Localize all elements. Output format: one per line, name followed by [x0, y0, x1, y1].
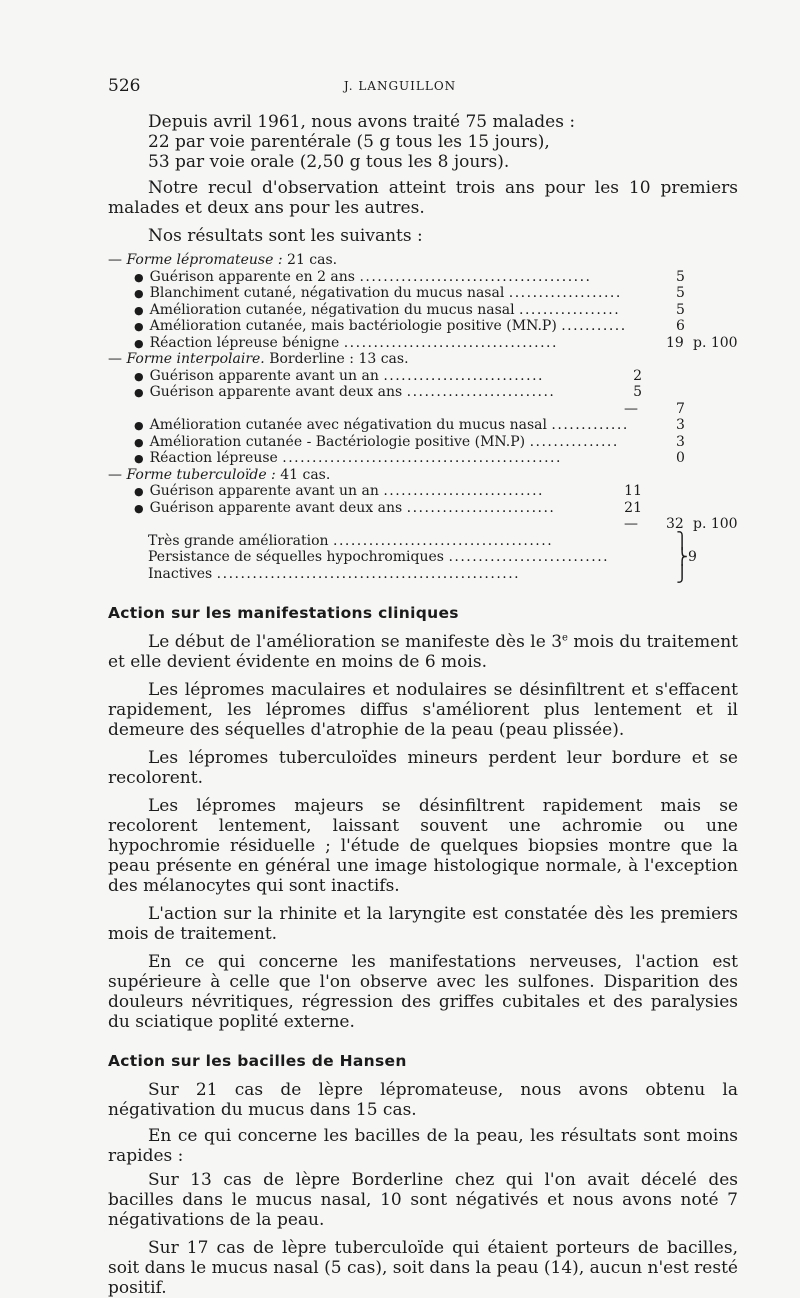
list-item: ● Amélioration cutanée, mais bactériologie positive (MN.P) ........... 6	[134, 318, 685, 334]
paragraph-text: Le début de l'amélioration se manifeste dès le 3	[148, 632, 563, 652]
subtotal-row	[108, 516, 738, 533]
item-text: Guérison apparente avant un an	[149, 483, 379, 499]
superscript: e	[562, 632, 568, 644]
paragraph: Sur 21 cas de lèpre lépromateuse, nous avons obtenu la négativation du mucus dans 15 cas.	[108, 1080, 738, 1120]
section-heading: Action sur les bacilles de Hansen	[108, 1052, 407, 1070]
item-value: 3	[676, 417, 685, 433]
results-intro: Nos résultats sont les suivants :	[148, 226, 423, 246]
item-value: 21	[624, 499, 642, 516]
category-count: 21 cas.	[287, 252, 338, 268]
paragraph: Sur 17 cas de lèpre tuberculoïde qui étaient porteurs de bacilles, soit dans le mucus nasal (5 cas), soit dans la peau (14), aucun n'est resté positif.	[108, 1238, 738, 1298]
bracket-value: 9	[688, 549, 697, 565]
paragraph	[108, 632, 738, 672]
paragraph: En ce qui concerne les manifestations nerveuses, l'action est supérieure à celle que l'on observe avec les sulfones. Disparition des douleurs névritiques, régression des griffes cubitales et des paralysies du sciatique poplité externe.	[108, 952, 738, 1032]
category-count: 41 cas.	[280, 466, 331, 483]
category-label: Forme lépromateuse :	[126, 252, 283, 268]
category-label: Forme interpolaire.	[126, 351, 265, 367]
item-value: 3	[676, 433, 685, 450]
bracket-glyph: ⎫	[676, 530, 688, 550]
list-item: ● Guérison apparente avant deux ans ......................... 21	[134, 499, 642, 516]
item-text: Persistance de séquelles hypochromiques	[148, 549, 444, 565]
results-list	[108, 252, 738, 582]
section-heading: Action sur les manifestations cliniques	[108, 604, 459, 622]
page-content	[108, 112, 738, 1298]
item-value: 6	[676, 318, 685, 334]
category-label: Forme tuberculoïde :	[126, 466, 276, 483]
item-text: Très grande amélioration	[148, 532, 329, 549]
list-item: ● Guérison apparente avant un an ........................... 2	[134, 367, 642, 384]
paragraph: Les lépromes tuberculoïdes mineurs perdent leur bordure et se recolorent.	[108, 748, 738, 788]
paragraph: Les lépromes maculaires et nodulaires se désinfiltrent et s'effacent rapidement, les lépromes diffus s'améliorent plus lentement et il demeure des séquelles d'atrophie de la peau (peau plissée).	[108, 680, 738, 740]
list-item: ● Réaction lépreuse ............................................... 0	[134, 450, 685, 466]
list-item: ● Guérison apparente en 2 ans ....................................... 5	[134, 268, 685, 285]
item-text: Réaction lépreuse	[149, 450, 278, 466]
item-text: Guérison apparente avant un an	[149, 367, 379, 384]
bracket-glyph: ⎬	[676, 547, 688, 566]
item-value: 5	[676, 285, 685, 301]
intro-line-3: 53 par voie orale (2,50 g tous les 8 jours).	[148, 152, 510, 172]
item-value: 2	[633, 367, 642, 384]
section-bacilli	[108, 1080, 738, 1298]
subtotal-rule: —	[624, 516, 638, 532]
item-text: Amélioration cutanée, négativation du mucus nasal	[149, 301, 515, 318]
category-lepromatous	[108, 252, 738, 269]
list-item: ● Réaction lépreuse bénigne .................................... 19 p. 100	[134, 334, 738, 351]
paragraph: Sur 13 cas de lèpre Borderline chez qui l'on avait décelé des bacilles dans le mucus nasal, 10 sont négativés et nous avons noté 7 négativations de la peau.	[108, 1170, 738, 1230]
item-value: 19	[666, 334, 684, 351]
item-text: Guérison apparente avant deux ans	[149, 384, 403, 400]
running-head: J. LANGUILLON	[343, 79, 457, 93]
subtotal-percent-suffix: p. 100	[693, 516, 738, 532]
list-item: ● Amélioration cutanée - Bactériologie positive (MN.P) ............... 3	[134, 433, 685, 450]
section-clinical	[108, 632, 738, 1032]
category-interpolar	[108, 351, 738, 368]
paragraph: Les lépromes majeurs se désinfiltrent rapidement mais se recolorent lentement, laissant souvent une achromie ou une hypochromie résiduelle ; l'étude de quelques biopsies montre que la peau présente en général une image histologique normale, à l'exception des mélanocytes qui sont inactifs.	[108, 796, 738, 896]
list-item: Inactives ................................................... ⎭	[148, 563, 688, 583]
intro-paragraph: Notre recul d'observation atteint trois ans pour les 10 premiers malades et deux ans pour les autres.	[108, 178, 738, 218]
list-item: Persistance de séquelles hypochromiques ........................... ⎬ 9	[148, 547, 697, 566]
item-value: 5	[676, 268, 685, 285]
subtotal-value: 32	[666, 516, 684, 532]
category-dash: —	[108, 252, 122, 268]
item-text: Amélioration cutanée avec négativation du mucus nasal	[149, 417, 547, 433]
item-text: Amélioration cutanée - Bactériologie positive (MN.P)	[149, 433, 526, 450]
category-dash: —	[108, 466, 122, 483]
item-value: 5	[633, 384, 642, 400]
category-dash: —	[108, 351, 122, 367]
intro	[108, 112, 738, 246]
subtotal-value: 7	[676, 400, 685, 417]
list-item: ● Amélioration cutanée, négativation du mucus nasal ................. 5	[134, 301, 685, 318]
paragraph: L'action sur la rhinite et la laryngite est constatée dès les premiers mois de traitement.	[108, 904, 738, 944]
paragraph: En ce qui concerne les bacilles de la peau, les résultats sont moins rapides :	[108, 1126, 738, 1166]
item-text: Blanchiment cutané, négativation du mucus nasal	[149, 285, 505, 301]
intro-line-1: Depuis avril 1961, nous avons traité 75 malades :	[148, 112, 576, 132]
intro-line-2: 22 par voie parentérale (5 g tous les 15 jours),	[148, 132, 550, 152]
item-percent-suffix: p. 100	[693, 334, 738, 351]
item-text: Inactives	[148, 565, 213, 582]
item-value: 11	[624, 483, 642, 499]
list-item: ● Guérison apparente avant deux ans ......................... 5	[134, 384, 642, 400]
item-value: 5	[676, 301, 685, 318]
list-item: ● Blanchiment cutané, négativation du mucus nasal ................... 5	[134, 285, 685, 301]
item-value: 0	[676, 450, 685, 466]
subtotal-rule: —	[624, 400, 638, 417]
category-count: Borderline : 13 cas.	[269, 351, 409, 367]
category-tuberculoid	[108, 467, 738, 484]
item-text: Réaction lépreuse bénigne	[149, 334, 340, 351]
item-text: Amélioration cutanée, mais bactériologie positive (MN.P)	[149, 318, 557, 334]
list-item: ● Guérison apparente avant un an ........................... 11	[134, 483, 642, 499]
list-item: ● Amélioration cutanée avec négativation du mucus nasal ............. 3	[134, 417, 685, 433]
paragraph-text: mois du traitement et elle devient évidente en moins de 6 mois.	[108, 632, 738, 672]
bracket-glyph: ⎭	[676, 563, 688, 583]
page-number: 526	[108, 76, 141, 96]
list-item: Très grande amélioration ..................................... ⎫	[148, 530, 688, 550]
subtotal-row	[108, 401, 738, 418]
item-text: Guérison apparente en 2 ans	[149, 268, 355, 285]
item-text: Guérison apparente avant deux ans	[149, 499, 403, 516]
